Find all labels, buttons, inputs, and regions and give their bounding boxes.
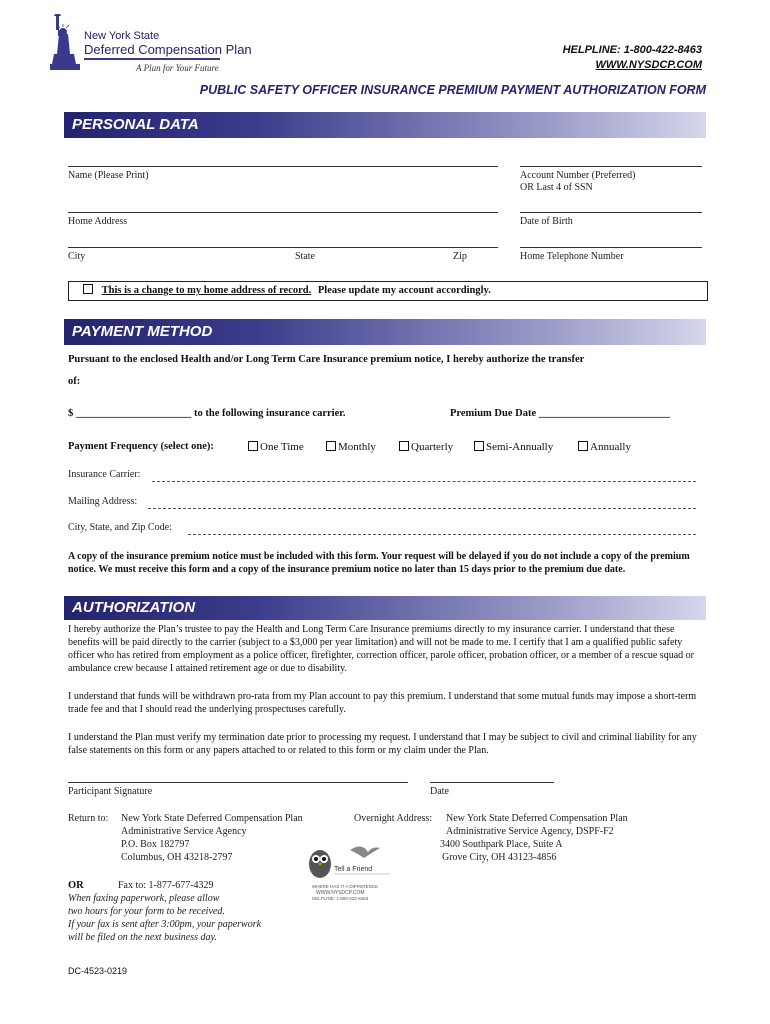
checkbox-icon[interactable] (326, 441, 336, 451)
address-change-text: This is a change to my home address of record. (101, 285, 312, 296)
name-field[interactable] (68, 166, 498, 167)
fax-line: Fax to: 1-877-677-4329 (118, 880, 214, 891)
return-to-label: Return to: (68, 813, 109, 824)
frequency-semi-annually[interactable] (474, 441, 553, 453)
authorization-paragraph-2: I understand that funds will be withdrawn pro-rata from my Plan account to pay this premium. I understand that some mutual funds may impose a short-term trade fee and that I should read the underlying prospectuses carefully. (68, 691, 697, 715)
carrier-city-state-zip-field[interactable] (188, 534, 696, 535)
return-address-line: Columbus, OH 43218-2797 (121, 852, 233, 863)
overnight-address-label: Overnight Address: (354, 813, 433, 824)
frequency-option-label: Monthly (338, 441, 376, 453)
logo-tagline: A Plan for Your Future (136, 63, 219, 73)
signature-date-label: Date (430, 786, 449, 797)
insurance-carrier-label: Insurance Carrier: (68, 469, 141, 480)
frequency-option-label: Annually (590, 441, 631, 453)
return-address-line: P.O. Box 182797 (121, 839, 190, 850)
fax-note-line: If your fax is sent after 3:00pm, your paperwork (68, 919, 262, 930)
signature-date-field[interactable] (430, 782, 554, 783)
premium-due-date-field[interactable]: Premium Due Date _________________________ (450, 408, 670, 419)
return-address-line: Administrative Service Agency (121, 826, 247, 837)
frequency-option-label: Semi-Annually (486, 441, 554, 453)
date-of-birth-field[interactable] (520, 212, 702, 213)
home-phone-label: Home Telephone Number (520, 251, 624, 262)
checkbox-icon[interactable] (399, 441, 409, 451)
frequency-one-time[interactable] (248, 441, 304, 453)
account-number-field[interactable] (520, 166, 702, 167)
city-label: City (68, 251, 86, 262)
logo-line2: Deferred Compensation Plan (84, 42, 252, 57)
city-state-zip-field[interactable] (68, 247, 498, 248)
frequency-option-label: One Time (260, 441, 304, 453)
participant-signature-label: Participant Signature (68, 786, 153, 797)
section-personal-data: PERSONAL DATA (64, 112, 706, 138)
form-title: PUBLIC SAFETY OFFICER INSURANCE PREMIUM PAYMENT AUTHORIZATION FORM (199, 83, 706, 97)
mailing-address-field[interactable] (148, 508, 696, 509)
frequency-annually[interactable] (578, 441, 631, 453)
amount-field[interactable]: $ ______________________ to the following insurance carrier. (68, 408, 346, 419)
participant-signature-field[interactable] (68, 782, 408, 783)
account-label-alt: OR Last 4 of SSN (520, 182, 593, 193)
city-state-zip-label: City, State, and Zip Code: (68, 522, 172, 533)
frequency-option-label: Quarterly (411, 441, 454, 453)
frequency-monthly[interactable] (326, 441, 376, 453)
name-label: Name (Please Print) (68, 170, 149, 181)
payment-frequency-label: Payment Frequency (select one): (68, 441, 214, 452)
fax-note-line: When faxing paperwork, please allow (68, 893, 220, 904)
tell-a-friend-label: Tell a Friend (334, 866, 373, 873)
premium-notice: A copy of the insurance premium notice must be included with this form. Your request will be delayed if you do not include a copy of the premium notice. We must receive this form and a copy of the insurance premium notice no later than 15 days prior to the premium due date. (68, 551, 690, 575)
fax-note-line: will be filed on the next business day. (68, 932, 217, 943)
promo-line3: HELPLINE: 1-800-422-8463 (312, 896, 369, 901)
payment-intro-line1: Pursuant to the enclosed Health and/or Long Term Care Insurance premium notice, I hereby authorize the transfer (68, 354, 585, 365)
address-change-checkbox[interactable] (83, 284, 93, 294)
website-link[interactable]: WWW.NYSDCP.COM (595, 59, 702, 71)
logo-line1: New York State (84, 30, 160, 42)
checkbox-icon[interactable] (474, 441, 484, 451)
promo-line2: WWW.NYSDCP.COM (316, 890, 365, 896)
overnight-address-line: Grove City, OH 43123-4856 (442, 852, 557, 863)
home-phone-field[interactable] (520, 247, 702, 248)
authorization-paragraph-3: I understand the Plan must verify my termination date prior to processing my request. I understand that I may be subject to civil and criminal liability for any false statements on this form or any papers attached to or related to this form or my claim under the Plan. (68, 732, 697, 756)
overnight-address-line: 3400 Southpark Place, Suite A (440, 839, 563, 850)
section-authorization: AUTHORIZATION (64, 596, 706, 620)
frequency-quarterly[interactable] (399, 441, 453, 453)
fax-note-line: two hours for your form to be received. (68, 906, 225, 917)
form-number: DC-4523-0219 (68, 966, 128, 976)
authorization-paragraph-1: I hereby authorize the Plan’s trustee to pay the Health and Long Term Care Insurance premiums directly to my insurance carrier. I understand that these benefits will be paid directly to the carrier (subject to a $3,000 per year limitation) and will not be made to me. I certify that I am a qualified public safety officer who has retired from employment as a police officer, firefighter, correction officer, parole officer, probation officer, or a member of a rescue squad or ambulance crew because I attained retirement age or due to disability. (68, 624, 694, 674)
zip-label: Zip (453, 251, 467, 262)
state-label: State (295, 251, 315, 262)
helpline: HELPLINE: 1-800-422-8463 (562, 44, 702, 56)
return-address-line: New York State Deferred Compensation Plan (121, 813, 303, 824)
insurance-carrier-field[interactable] (152, 481, 696, 482)
home-address-label: Home Address (68, 216, 128, 227)
account-label: Account Number (Preferred) (520, 170, 636, 181)
mailing-address-label: Mailing Address: (68, 496, 138, 507)
promo-line1: WHERE HAS IT A DIFFERENCE (312, 884, 379, 889)
owl-bird-icon (306, 840, 390, 880)
date-of-birth-label: Date of Birth (520, 216, 573, 227)
logo-rule (84, 58, 220, 60)
address-change-box (68, 281, 708, 301)
home-address-field[interactable] (68, 212, 498, 213)
checkbox-icon[interactable] (578, 441, 588, 451)
overnight-address-line: Administrative Service Agency, DSPF-F2 (446, 826, 614, 837)
or-label: OR (68, 880, 84, 891)
checkbox-icon[interactable] (248, 441, 258, 451)
overnight-address-line: New York State Deferred Compensation Plan (446, 813, 628, 824)
section-payment-method: PAYMENT METHOD (64, 319, 706, 345)
address-change-text-rest: Please update my account accordingly. (317, 285, 491, 296)
statue-of-liberty-logo-icon (48, 14, 84, 72)
payment-intro-line2: of: (68, 376, 81, 387)
